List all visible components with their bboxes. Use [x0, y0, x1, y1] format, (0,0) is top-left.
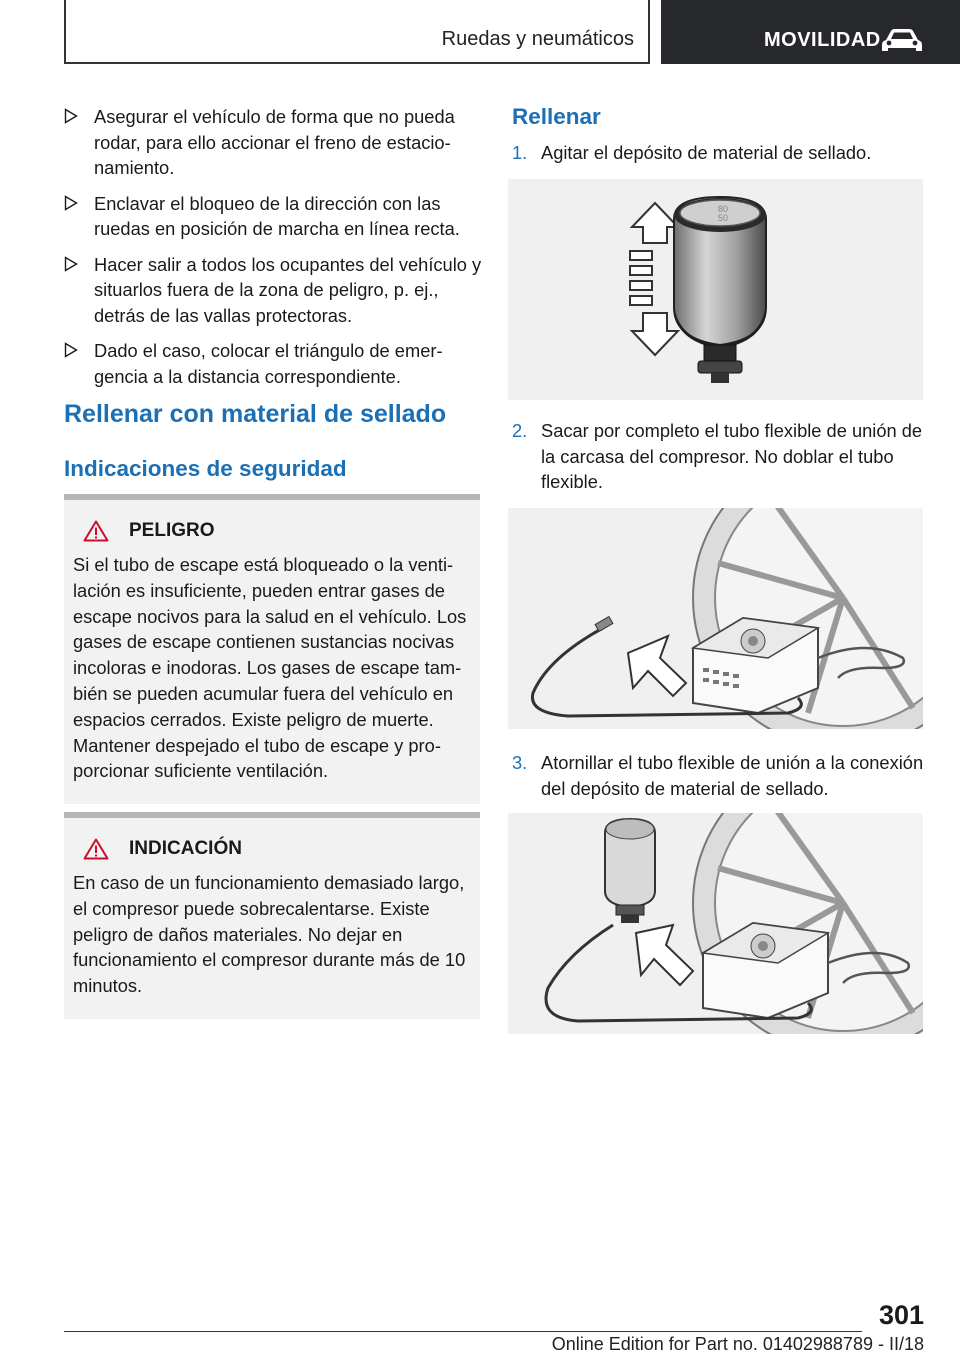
list-item-text: Asegurar el vehículo de forma que no pueda rodar, para ello accionar el freno de estacionamiento.: [94, 106, 455, 178]
step-1: [512, 140, 924, 166]
list-item-text: Enclavar el bloqueo de la dirección con las ruedas en posición de marcha en línea recta.: [94, 192, 460, 239]
figure-shake-bottle: [508, 179, 923, 400]
notice-box: [64, 812, 480, 1019]
header-section-title: Ruedas y neumáticos: [441, 28, 634, 50]
danger-text: Si el tubo de escape está bloqueado o la ventilación es insuficiente, pueden entrar gases de escape nocivos para la salud en el vehículo. Los gases de escape contienen sustancias nocivas incoloras e inodoras. Los gases de escape también se pueden acumular fuera del vehículo en espacios cerrados. Existe peligro de muerte. Mantener despejado el tubo de escape y proporcionar suficiente ventilación.: [73, 554, 467, 782]
step-number: 2.: [512, 420, 528, 441]
step-number: 1.: [512, 142, 528, 163]
notice-text: En caso de un funcionamiento demasiado largo, el compresor puede sobrecalentarse. Existe peligro de daños materiales. No dejar en funcionamiento el compresor durante más de 10 minutos.: [73, 872, 466, 997]
list-item: [64, 252, 482, 329]
list-item: [512, 140, 924, 166]
figure-compressor-hose: [508, 508, 923, 729]
step-2: [512, 418, 924, 495]
list-item: [64, 338, 482, 389]
list-item: [512, 750, 924, 801]
fill-heading: Rellenar: [512, 104, 601, 129]
header-section-box: [64, 0, 650, 64]
step-3: [512, 750, 924, 801]
step-text: Sacar por completo el tubo flexible de unión de la carcasa del compresor. No doblar el tubo flexible.: [541, 420, 923, 492]
danger-header: [83, 518, 471, 544]
list-item: [64, 191, 482, 242]
list-item: [64, 104, 482, 181]
list-item-text: Dado el caso, colocar el triángulo de emergencia a la distancia correspondiente.: [94, 340, 443, 387]
bullet-triangle-icon: [64, 195, 78, 211]
bullet-triangle-icon: [64, 256, 78, 272]
shake-bottle-illustration: [508, 179, 923, 400]
step-text: Atornillar el tubo flexible de unión a la conexión del depósito de material de sellado.: [541, 752, 924, 799]
danger-title: PELIGRO: [129, 520, 215, 541]
danger-box: [64, 494, 480, 804]
step-text: Agitar el depósito de material de sellado.: [541, 142, 872, 163]
warning-triangle-icon: [83, 520, 109, 542]
bullet-triangle-icon: [64, 342, 78, 358]
list-item-text: Hacer salir a todos los ocupantes del vehículo y situarlos fuera de la zona de peligro, p. ej., detrás de las vallas protectoras.: [94, 253, 482, 326]
page-number: 301: [878, 1300, 924, 1330]
list-item: [512, 418, 924, 495]
header-chapter-box: [661, 0, 960, 64]
compressor-hose-illustration: [508, 508, 923, 729]
subsection-heading: Indicaciones de seguridad: [64, 456, 347, 481]
notice-title: INDICACIÓN: [129, 838, 242, 859]
footer-divider: [64, 1331, 862, 1332]
step-number: 3.: [512, 752, 528, 773]
header-chapter-title: MOVILIDAD: [764, 29, 881, 51]
notice-header: [83, 836, 471, 862]
car-icon: [881, 28, 923, 54]
bottle-label-bottom: 50: [718, 213, 729, 223]
safety-steps-list: [64, 104, 482, 399]
warning-triangle-icon: [83, 838, 109, 860]
figure-connect-bottle: [508, 813, 923, 1034]
connect-bottle-illustration: [508, 813, 923, 1034]
bottle-label-top: 80: [718, 204, 729, 214]
bullet-triangle-icon: [64, 108, 78, 124]
footer-edition: Online Edition for Part no. 01402988789 - II/18: [551, 1334, 924, 1354]
section-heading: Rellenar con material de sellado: [64, 400, 447, 428]
